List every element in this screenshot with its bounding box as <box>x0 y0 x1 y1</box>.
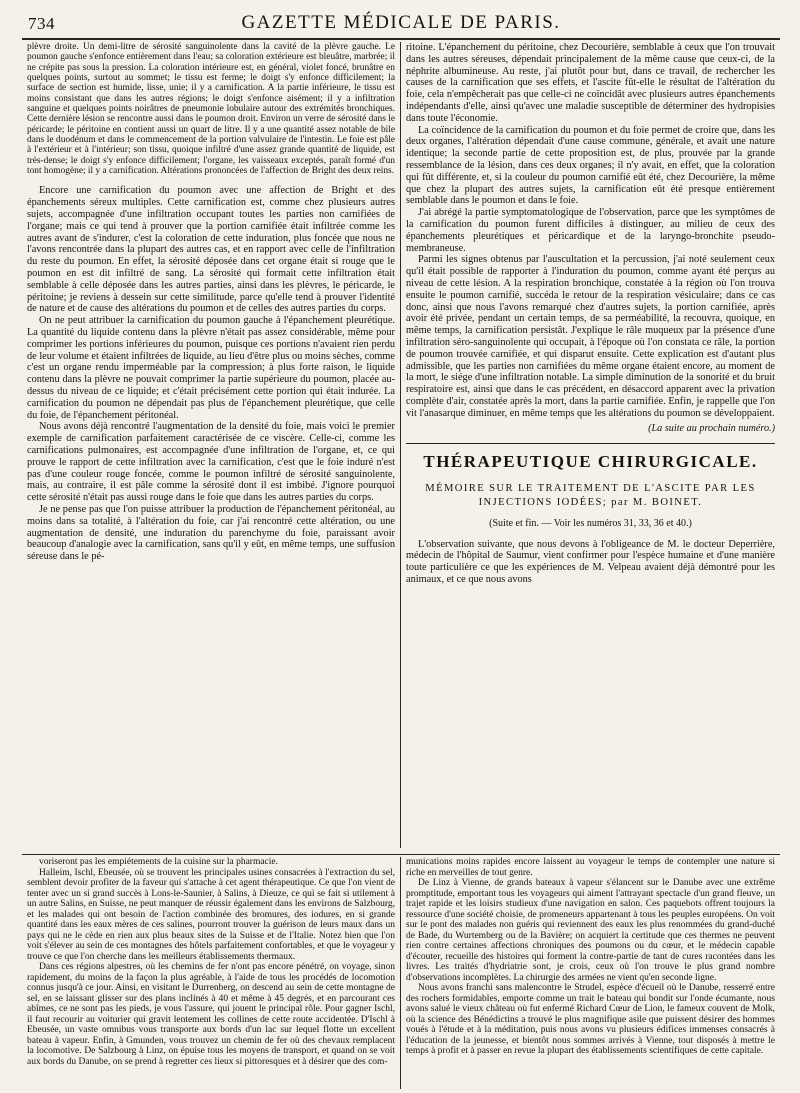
body-paragraph: J'ai abrégé la partie symptomatologique de l'observation, parce que les symptômes de la carnification du poumon furent difficiles à distinguer, au milieu de ceux des épanchements pleurétiques et péricardique et de la laryngo-bronchite pseudo-membraneuse. <box>406 207 775 254</box>
section-divider <box>406 443 775 444</box>
body-paragraph: La coïncidence de la carnification du poumon et du foie permet de croire que, dans les deux organes, l'altération dépendait d'une cause commune, générale, et avait une nature identique; la seconde partie de cette proposition est, de plus, prouvée par la grande ressemblance de la lésion, dans ces deux organes; il n'y avait, en effet, que la coloration qui fût différente, et, si la couleur du poumon carnifié eût été, chez Decourière, la même que chez la plupart des autres sujets, la carnification eût été presque entièrement semblable dans le poumon et dans le foie. <box>406 124 775 207</box>
section-title: THÉRAPEUTIQUE CHIRURGICALE. <box>423 451 758 471</box>
upper-left-column <box>22 42 401 848</box>
autopsy-paragraph: plèvre droite. Un demi-litre de sérosité sanguinolente dans la cavité de la plèvre gauche. Le poumon gauche s'enfonce entièrement dans l'eau; sa coloration extérieure est bleuâtre, marbrée; il ne crépite pas sous la pression. La coloration intérieure est, en général, violet foncé, brunâtre en quelques points, surtout au sommet; le tissu est ferme; le doigt s'y enfonce difficilement; la surface de section est humide, lisse, unie; il y a carnification. A la partie inférieure, le tissu est moins consistant que dans les autres régions; le doigt s'enfonce aisément; il y a infiltration sanguine et quelques points noirâtres de pneumonie lobulaire autour des extrémités bronchiques. Cette dernière lésion se rencontre aussi dans le poumon droit. Environ un verre de sérosité dans le péricarde; le péritoine en contient aussi un quart de litre. Il y a une quantité assez notable de bile dans le duodénum et dans le commencement de la portion valvulaire de l'intestin. Le foie est pâle à l'extérieur et à l'intérieur; son tissu, quoique infiltré d'une assez grande quantité de liquide, est très-dense; le doigt s'y enfonce difficilement; l'organe, les vaisseaux exceptés, paraît formé d'un tont homogène; il y a carnification. Altérations prononcées de l'affection de Bright des deux reins. <box>27 42 395 177</box>
body-paragraph: Je ne pense pas que l'on puisse attribuer la production de l'épanchement péritonéal, au moins dans sa totalité, à l'altération du foie, car j'ai rencontré cette altération, ou une augmentation de densité, une induration du parenchyme du foie, paraissant avoir beaucoup d'analogie avec la carnification, sans qu'il y eût, en même temps, une suffusion séreuse dans le pé- <box>27 503 395 563</box>
lower-columns <box>22 854 780 1089</box>
body-paragraph: munications moins rapides encore laissent au voyageur le temps de contempler une nature si riche en merveilles de tout genre. <box>406 857 775 878</box>
lower-right-column <box>401 857 780 1089</box>
article-title: MÉMOIRE SUR LE TRAITEMENT DE L'ASCITE PAR LES INJECTIONS IODÉES; par M. BOINET. <box>425 482 756 508</box>
upper-columns <box>22 42 780 848</box>
body-paragraph: Encore une carnification du poumon avec une affection de Bright et des épanchements séreux multiples. Cette carnification est, comme chez plusieurs autres sujets, accompagnée d'une infiltration occupant toutes les parties non carnifiées de l'organe; mais ce qui tend à prouver que la portion carnifiée était infiltrée comme les autres avant de s'indurer, c'est la coloration de cette induration, plus foncée que nous ne l'avons rencontrée dans la plupart des autres cas, et en rapport avec celle de l'infiltration du reste du poumon. En effet, la sérosité déposée dans cet organe était si rouge que le poumon en est dit infiltré de sang. La sérosité qui formait cette infiltration était semblable à celle déposée dans les autres parties, ainsi dans les plèvres, le péricarde, le péritoine; je reviens à dessein sur cette similitude, parce qu'elle tend à prouver l'identité de nature et de cause des altérations du poumon et de celles des autres parties du corps. <box>27 185 395 315</box>
body-paragraph: Dans ces régions alpestres, où les chemins de fer n'ont pas encore pénétré, on voyage, sinon rapidement, du moins de la façon la plus agréable, à l'aide de tous les procédés de locomotion connus jusqu'à ce jour. Ainsi, en visitant le Durrenberg, on descend au sein de cette montagne de sel, en se laissant glisser sur des plans inclinés à 40 et même à 45 degrés, et en parcourant ces abîmes, ce ne sont pas les pieds, je vous l'assure, qui jouent le principal rôle. Pour gagner Ischl, il faut recourir au voiturier qui gravit lentement les collines de cette route accidentée. D'Ischl à Ebeusée, un vaste omnibus vous transporte aux bords d'un lac sur lequel flotte un excellent bateau à vapeur. Enfin, à Gmunden, vous trouvez un chemin de fer où des chevaux remplacent la locomotive. De Salzbourg à Linz, on épuise tous les moyens de transport, et quand on se voit aux bords du Danube, on se prend à regretter ces lieux si pittoresques et à désirer que des com- <box>27 962 395 1067</box>
page-number: 734 <box>28 14 55 33</box>
body-paragraph: De Linz à Vienne, de grands bateaux à vapeur s'élancent sur le Danube avec une extrême promptitude, emportant tous les voyageurs qui aiment l'attrayant spectacle d'un grand fleuve, un trajet rapide et les loisirs studieux d'une navigation en salon. Ces paquebots offrent toujours la ressource d'une société choisie, de promeneurs appartenant à tous les peuples européens. On voit sur le pont des malades non guéris qui reviennent des eaux les plus renommées du grand-duché de Bade, du Wurtemberg ou de la Bavière; on acquiert la certitude que ces thermes ne peuvent rien contre certaines affections chroniques des poumons ou du cœur, et le médecin capable d'écouter, recueille des histoires qui forment la contre-partie de tant de cures racontées dans les livres. Les traités d'hydriatrie sont, je crois, ceux où l'on trouve le plus grand nombre d'observations incomplètes. La chirurgie des armées ne vient qu'en seconde ligne. <box>406 878 775 983</box>
body-paragraph: Halleim, Ischl, Ebeusée, où se trouvent les principales usines consacrées à l'extraction du sel, semblent devoir profiter de la faveur qui s'attache à cet agent thérapeutique. Ce que l'on vient de tenter avec un si grand succès à Lons-le-Saunier, à Salins, à Dieuze, ce qui se fait si utilement à un autre Salins, en Suisse, ne peut manquer de réussir également dans les environs de Salzbourg, et les malades qui ont besoin de l'action combinée des bromures, des iodures, en si grande quantité dans les eaux mères de ces salines, pourront trouver la guérison de leurs maux dans un pays qui ne le cède en rien aux plus beaux sites de la Suisse et de l'Italie. Notez bien que l'on voit s'élever au sein de ces montagnes des hôtels parfaitement confortables, et que le voyageur y trouve ce que l'on cherche dans les meilleurs établissements thermaux. <box>27 867 395 962</box>
body-paragraph: L'observation suivante, que nous devons à l'obligeance de M. le docteur Deperrière, médecin de l'hôpital de Saumur, vient confirmer pour l'espèce humaine et d'une manière toute particulière ce que les expériences de M. Velpeau avaient déjà démontré pour les animaux, et ce que nous avons <box>406 538 775 585</box>
body-paragraph: Nous avons franchi sans malencontre le Strudel, espèce d'écueil où le Danube, resserré entre des rochers formidables, emporte comme un trait le bateau qui bondit sur l'onde écumante, nous avons salué le vieux château où fut enfermé Richard Cœur de Lion, le fameux couvent de Molk, où la science des Bénédictins a trouvé le plus magnifique asile que puissent désirer des hommes voués à l'étude et à la méditation, puis nous avons vu plusieurs édifices immenses consacrés à l'éducation de la jeunesse, et bientôt nous sommes arrivés à Vienne, tout disposés à mettre le temps à profit et à passer en revue la plupart des établissements scientifiques de cette capitale. <box>406 983 775 1056</box>
journal-title: GAZETTE MÉDICALE DE PARIS. <box>241 12 561 33</box>
lower-left-column <box>22 857 401 1089</box>
body-paragraph: Nous avons déjà rencontré l'augmentation de la densité du foie, mais voici le premier exemple de carnification parfaitement caractérisée de ce viscère. Celle-ci, comme les carnifications pulmonaires, est accompagnée d'une infiltration de l'organe, et, ce qui prouve le rapport de cette infiltration avec la carnification, c'est que le foie induré n'est pas d'une couleur rouge foncée, comme le poumon infiltré de sérosité sanguinolente, mais, au contraire, il est pâle comme la sérosité dont il est imbibé. J'ignore pourquoi cette sérosité n'était pas aussi rouge dans le foie que dans les autres parties du corps. <box>27 421 395 504</box>
body-paragraph: On ne peut attribuer la carnification du poumon gauche à l'épanchement pleurétique. La quantité du liquide contenu dans la plèvre n'était pas assez considérable, même pour comprimer les portions inférieures du poumon, puisque ces portions n'avaient rien perdu de leur volume et étaient infiltrées de liquide, au lieu d'être plus ou moins sèches, comme c'est un organe rendu imperméable par la compression; à plus forte raison, le liquide contenu dans la plèvre ne pouvait comprimer la partie supérieure du poumon, placée au-dessus du niveau de ce liquide; et c'était précisément cette portion qui était indurée. La carnification du poumon ne dépendait pas plus de l'épanchement pleurétique, que celle du foie, de l'épanchement péritonéal. <box>27 315 395 421</box>
body-paragraph: Parmi les signes obtenus par l'auscultation et la percussion, j'ai noté seulement ceux qu'il était possible de rapporter à l'induration du poumon, comme ayant été perçus au niveau de cette lésion. A la respiration bronchique, constatée à la région où l'on trouva ensuite le poumon carnifié, succéda le retour de la respiration vésiculaire; dans ce cas donc, ainsi que nous l'avons remarqué chez d'autres sujets, la portion carnifiée, après avoir été privée, pendant un certain temps, de sa perméabilité, la recouvra, quoique, en même temps, la carnification persistât. J'explique le râle muqueux par la présence d'une infiltration séro-sanguinolente qui occupait, à l'époque où l'on constata ce râle, la portion de poumon trouvée carnifiée, et qui disparut ensuite. Cette explication est d'autant plus admissible, que les parties non carnifiées du même organe étaient encore, au moment de la mort, le siége d'une infiltration notable. La simple diminution de la sonorité et du bruit respiratoire est, ainsi que dans le cas précédent, en désaccord apparent avec la privation complète d'air, constatée après la mort, dans la partie carnifiée. Enfin, je rappelle que l'on vit l'anasarque diminuer, en même temps que les altérations du poumon se développaient. <box>406 254 775 419</box>
body-paragraph: voriseront pas les empiétements de la cuisine sur la pharmacie. <box>39 857 279 867</box>
article-reference: (Suite et fin. — Voir les numéros 31, 33, 36 et 40.) <box>489 517 692 529</box>
newspaper-page <box>22 8 780 1088</box>
page-header <box>22 8 780 40</box>
upper-right-column <box>401 42 780 848</box>
continued-note: (La suite au prochain numéro.) <box>648 422 775 434</box>
body-paragraph: ritoine. L'épanchement du péritoine, chez Decourière, semblable à ceux que l'on trouvait dans les autres séreuses, dépendait principalement de la même cause que ceux-ci, de la néphrite albumineuse. Au reste, j'ai plutôt pour but, dans ce travail, de rechercher les causes de la carnification que ses effets, et l'ascite fût-elle le résultat de l'altération du foie, cela n'empêcherait pas que celle-ci ne coïncidât avec plusieurs autres épanchements indépendants d'elle, ainsi qu'avec une maladie susceptible de déterminer des hydropisies dans toute l'économie. <box>406 42 775 124</box>
